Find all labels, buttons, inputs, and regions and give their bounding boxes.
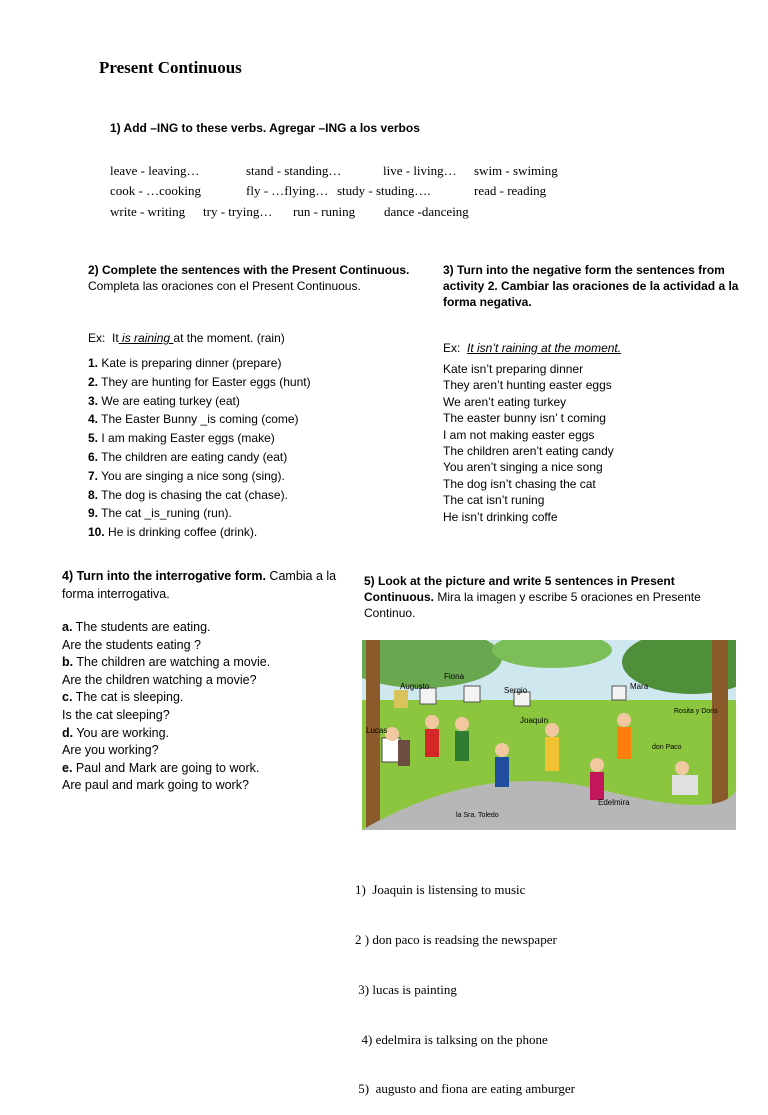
label-joaquin: Joaquin bbox=[520, 716, 549, 725]
list-item: 7. You are singing a nice song (sing). bbox=[88, 468, 285, 483]
example-answer: It isn’t raining at the moment. bbox=[467, 341, 622, 355]
answer-line: 3) lucas is painting bbox=[355, 981, 457, 997]
section5-heading bbox=[364, 573, 714, 621]
list-item: The dog isn’t chasing the cat bbox=[443, 476, 596, 491]
list-item: 8. The dog is chasing the cat (chase). bbox=[88, 487, 288, 502]
verb-cell: cook - …cooking bbox=[110, 183, 201, 198]
verb-table bbox=[110, 163, 610, 227]
verb-cell: read - reading bbox=[474, 183, 547, 198]
question: c. The cat is sleeping. bbox=[62, 690, 184, 705]
verb-cell: study - studing…. bbox=[337, 183, 431, 198]
park-scene-image bbox=[362, 640, 736, 830]
section2-heading-bold: 2) Complete the sentences with the Present Continuous. bbox=[88, 263, 410, 277]
section3-heading: 3) Turn into the negative form the sentences from activity 2. Cambiar las oraciones de la actividad a la forma negativa. bbox=[443, 263, 739, 309]
verb-cell: dance -danceing bbox=[384, 204, 469, 219]
list-item: The easter bunny isn’ t coming bbox=[443, 411, 606, 426]
label-rosita-y-doris: Rosita y Doris bbox=[674, 708, 718, 715]
section2-heading bbox=[88, 262, 428, 294]
list-item: 10. He is drinking coffee (drink). bbox=[88, 525, 258, 540]
list-item: 5. I am making Easter eggs (make) bbox=[88, 431, 275, 446]
list-item: 9. The cat _is_runing (run). bbox=[88, 506, 232, 521]
list-item: He isn’t drinking coffe bbox=[443, 509, 558, 524]
section1-heading: 1) Add –ING to these verbs. Agregar –ING a los verbos bbox=[110, 121, 420, 135]
question: a. The students are eating. bbox=[62, 620, 211, 634]
list-item: 4. The Easter Bunny _is coming (come) bbox=[88, 412, 299, 427]
list-item: Kate isn’t preparing dinner bbox=[443, 362, 584, 376]
answer: Is the cat sleeping? bbox=[62, 707, 170, 722]
page-title: Present Continuous bbox=[99, 58, 242, 77]
question: b. The children are watching a movie. bbox=[62, 655, 271, 670]
verb-cell: swim - swiming bbox=[474, 163, 558, 178]
example-answer: is raining bbox=[118, 331, 174, 345]
verb-cell: fly - …flying… bbox=[246, 183, 329, 198]
verb-cell: write - writing bbox=[110, 204, 186, 219]
answer-line: 1) Joaquin is listensing to music bbox=[355, 882, 526, 898]
list-item: 1. Kate is preparing dinner (prepare) bbox=[88, 356, 282, 370]
verb-cell: leave - leaving… bbox=[110, 163, 200, 178]
list-item: You aren’t singing a nice song bbox=[443, 460, 603, 475]
section5-heading-bold: 5) Look at the picture and write 5 sentences in Present Continuous. bbox=[364, 574, 675, 604]
label-fiona: Fiona bbox=[444, 672, 465, 681]
label-augusto: Augusto bbox=[400, 682, 430, 691]
section2-example bbox=[88, 317, 285, 345]
label-don-paco: don Paco bbox=[652, 744, 682, 751]
section4-heading bbox=[62, 568, 352, 603]
label-lucas: Lucas bbox=[366, 726, 388, 735]
list-item: The cat isn’t runing bbox=[443, 493, 545, 508]
answer-line: 4) edelmira is talksing on the phone bbox=[355, 1031, 548, 1047]
list-item: They aren’t hunting easter eggs bbox=[443, 378, 612, 393]
example-prefix: Ex: bbox=[443, 341, 461, 355]
question: d. You are working. bbox=[62, 725, 170, 740]
label-sergio: Sergio bbox=[504, 686, 528, 695]
answer: Are paul and mark going to work? bbox=[62, 778, 249, 793]
answer: Are you working? bbox=[62, 743, 159, 758]
list-item: 3. We are eating turkey (eat) bbox=[88, 393, 240, 408]
question: e. Paul and Mark are going to work. bbox=[62, 760, 260, 775]
list-item: We aren’t eating turkey bbox=[443, 394, 567, 409]
label-edelmira: Edelmira bbox=[598, 798, 630, 807]
answer-line: 2 ) don paco is readsing the newspaper bbox=[355, 931, 557, 947]
section3-example bbox=[443, 327, 621, 355]
answer-line: 5) augusto and fiona are eating amburger bbox=[355, 1081, 575, 1097]
section2-heading-normal: Completa las oraciones con el Present Continuous. bbox=[88, 279, 361, 293]
section3-list bbox=[443, 361, 743, 525]
section5-heading-normal: Mira la imagen y escribe 5 oraciones en Presente Continuo. bbox=[364, 590, 701, 620]
answer: Are the children watching a movie? bbox=[62, 672, 257, 687]
label-mara: Mara bbox=[630, 682, 649, 691]
list-item: 2. They are hunting for Easter eggs (hunt) bbox=[88, 374, 311, 389]
example-prefix: Ex: It bbox=[88, 331, 119, 345]
section4-list bbox=[62, 619, 362, 795]
label-la-sra-toledo: la Sra. Toledo bbox=[456, 812, 499, 819]
section2-list bbox=[88, 354, 428, 542]
verb-cell: run - runing bbox=[293, 204, 356, 219]
verb-cell: try - trying… bbox=[203, 204, 273, 219]
section5-answers bbox=[355, 849, 735, 1115]
list-item: 6. The children are eating candy (eat) bbox=[88, 449, 288, 464]
park-illustration bbox=[362, 640, 736, 830]
section4-heading-normal: Cambia a la forma interrogativa. bbox=[62, 569, 337, 601]
list-item: The children aren’t eating candy bbox=[443, 444, 614, 459]
list-item: I am not making easter eggs bbox=[443, 427, 595, 442]
verb-cell: stand - standing… bbox=[246, 163, 342, 178]
verb-cell: live - living… bbox=[383, 163, 457, 178]
example-suffix: at the moment. (rain) bbox=[173, 331, 285, 345]
section4-heading-bold: 4) Turn into the interrogative form. bbox=[62, 569, 266, 583]
answer: Are the students eating ? bbox=[62, 637, 201, 652]
